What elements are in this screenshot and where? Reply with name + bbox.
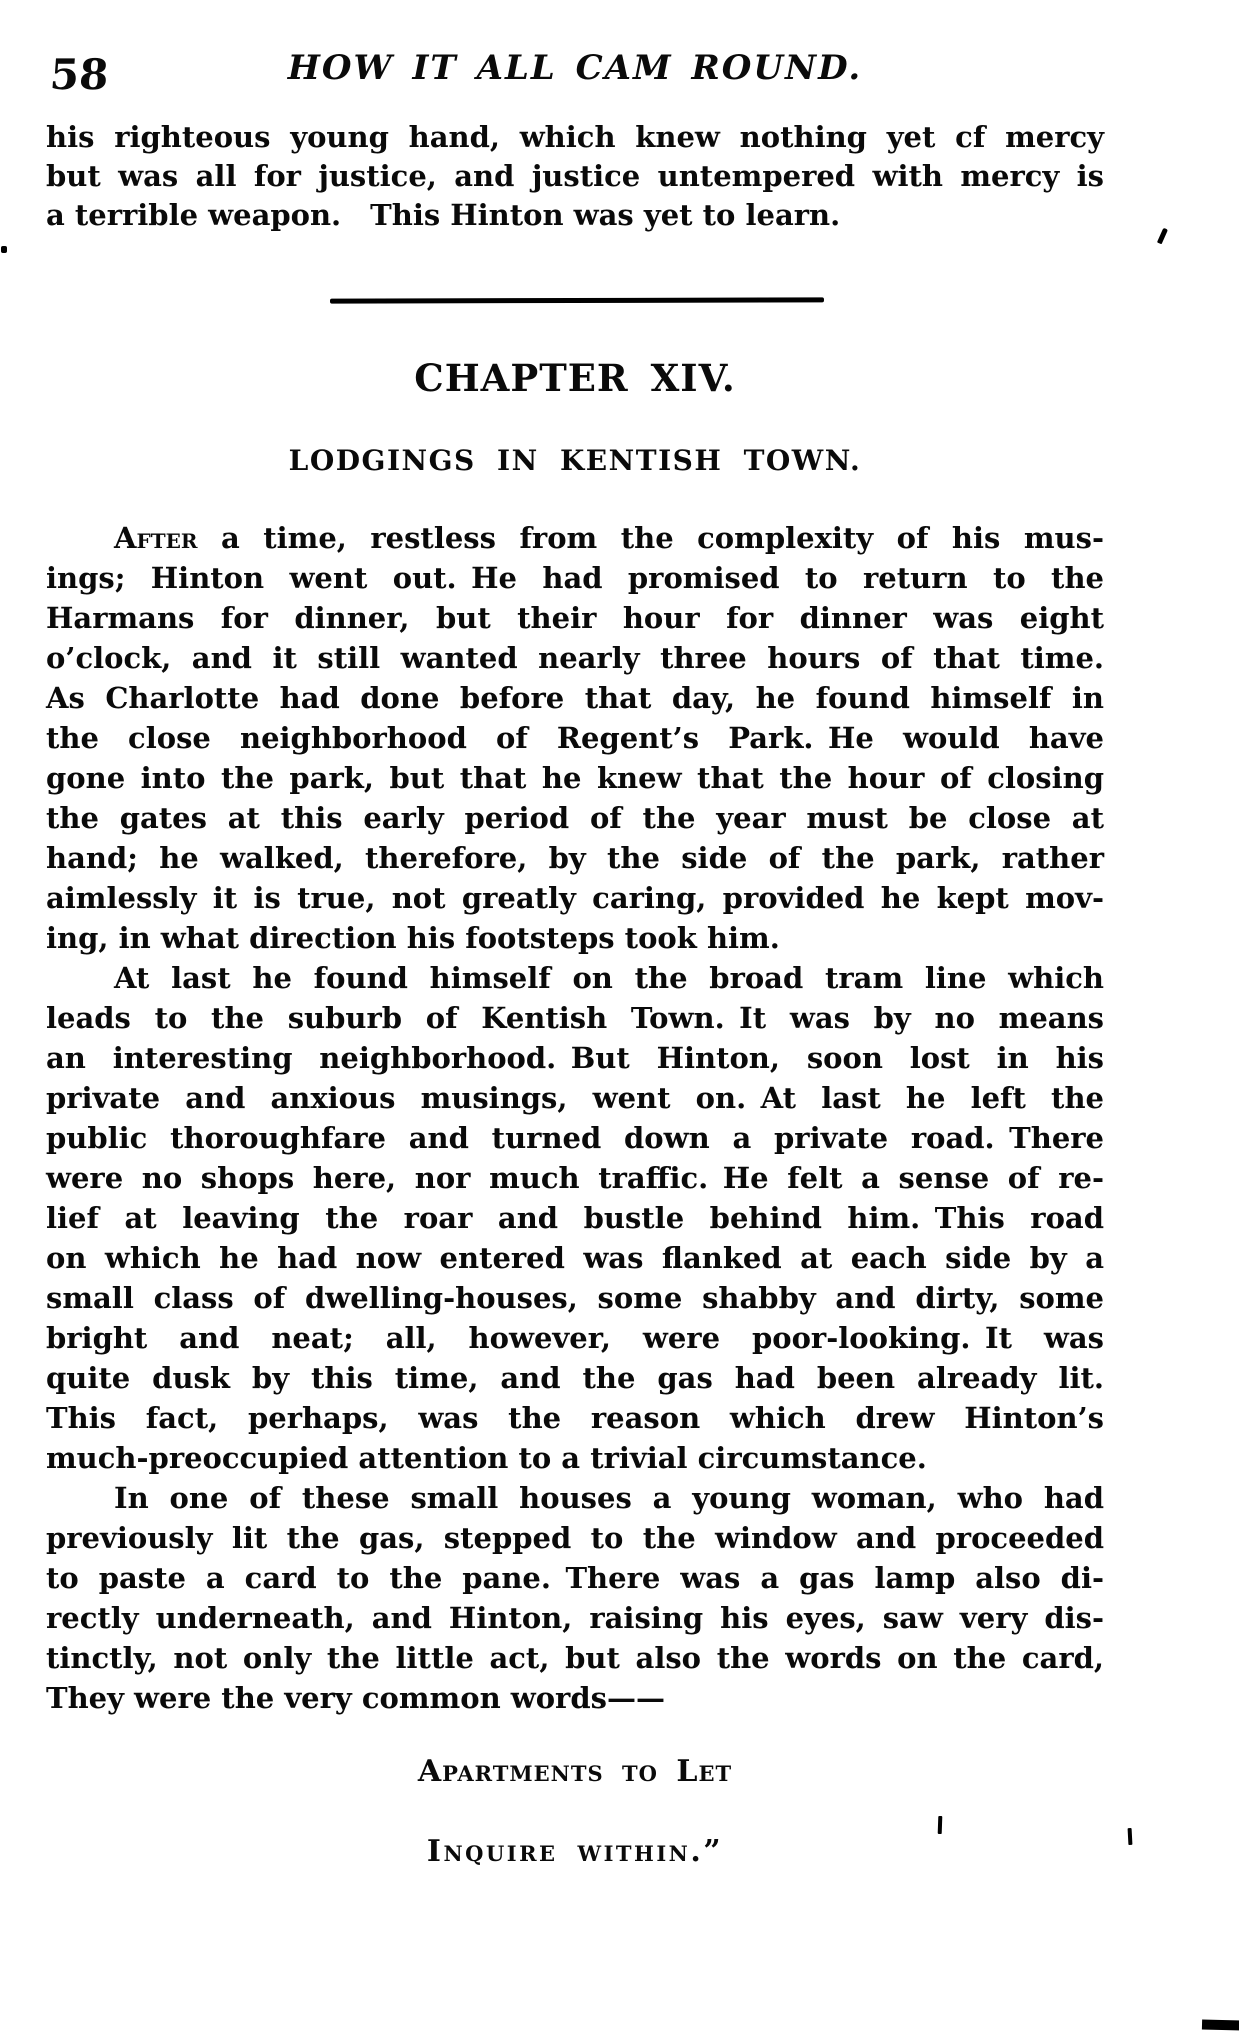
text-line: but was all for justice, and justice untempered with mercy is bbox=[46, 159, 1104, 193]
text-line: much-preoccupied attention to a trivial circumstance. bbox=[46, 1441, 927, 1475]
text-line: They were the very common words—— bbox=[46, 1681, 665, 1715]
text-line: o’clock, and it still wanted nearly three hours of that time. bbox=[46, 641, 1104, 675]
paragraph bbox=[46, 518, 1104, 958]
text-line: Harmans for dinner, but their hour for dinner was eight bbox=[46, 601, 1104, 635]
text-line: ings; Hinton went out. He had promised to return to the bbox=[46, 561, 1104, 595]
running-header: HOW IT ALL CAM ROUND. bbox=[287, 48, 863, 88]
text-line: the gates at this early period of the year must be close at bbox=[46, 801, 1104, 835]
card-notice-line-2: Inquire within.” bbox=[426, 1834, 724, 1869]
paragraph bbox=[46, 118, 1104, 235]
text-line: rectly underneath, and Hinton, raising his eyes, saw very dis- bbox=[46, 1601, 1104, 1635]
text-line: At last he found himself on the broad tram line which bbox=[114, 961, 1104, 995]
text-line: In one of these small houses a young woman, who had bbox=[114, 1481, 1104, 1515]
text-line: small class of dwelling-houses, some shabby and dirty, some bbox=[46, 1281, 1104, 1315]
text-line: his righteous young hand, which knew nothing yet cf mercy bbox=[46, 120, 1104, 154]
text-line: After a time, restless from the complexity of his mus- bbox=[114, 521, 1104, 555]
text-line: ing, in what direction his footsteps took him. bbox=[46, 921, 780, 955]
text-line: gone into the park, but that he knew that the hour of closing bbox=[46, 761, 1104, 795]
text-line: tinctly, not only the little act, but also the words on the card, bbox=[46, 1641, 1104, 1675]
card-notice-line-1: Apartments to Let bbox=[417, 1754, 733, 1789]
text-line: bright and neat; all, however, were poor-looking. It was bbox=[46, 1321, 1104, 1355]
text-line: As Charlotte had done before that day, he found himself in bbox=[46, 681, 1104, 715]
text-line: on which he had now entered was flanked at each side by a bbox=[46, 1241, 1104, 1275]
text-line: leads to the suburb of Kentish Town. It was by no means bbox=[46, 1001, 1104, 1035]
text-line: were no shops here, nor much traffic. He felt a sense of re- bbox=[46, 1161, 1104, 1195]
scan-artifact-mark bbox=[1157, 228, 1168, 245]
chapter-subtitle: LODGINGS IN KENTISH TOWN. bbox=[288, 444, 862, 477]
text-line: an interesting neighborhood. But Hinton, soon lost in his bbox=[46, 1041, 1104, 1075]
text-line: the close neighborhood of Regent’s Park. He would have bbox=[46, 721, 1104, 755]
scan-artifact-tick bbox=[938, 1816, 943, 1834]
text-line: This fact, perhaps, was the reason which drew Hinton’s bbox=[46, 1401, 1104, 1435]
scan-artifact-corner-smudge bbox=[1202, 2019, 1239, 2030]
small-caps-lead: After bbox=[114, 521, 198, 555]
section-divider-rule bbox=[330, 297, 824, 303]
scan-artifact-tick bbox=[1128, 1828, 1133, 1845]
page-number: 58 bbox=[48, 50, 111, 99]
main-text-block bbox=[46, 518, 1104, 1718]
text-line: a terrible weapon. This Hinton was yet to learn. bbox=[46, 198, 841, 232]
opening-paragraph-block bbox=[46, 118, 1104, 235]
text-line: aimlessly it is true, not greatly caring, provided he kept mov- bbox=[46, 881, 1104, 915]
paragraph bbox=[46, 1478, 1104, 1718]
text-line: lief at leaving the roar and bustle behind him. This road bbox=[46, 1201, 1104, 1235]
text-line: to paste a card to the pane. There was a gas lamp also di- bbox=[46, 1561, 1104, 1595]
text-line: public thoroughfare and turned down a private road. There bbox=[46, 1121, 1104, 1155]
text-line: previously lit the gas, stepped to the window and proceeded bbox=[46, 1521, 1104, 1555]
text-line: private and anxious musings, went on. At last he left the bbox=[46, 1081, 1104, 1115]
text-line: hand; he walked, therefore, by the side of the park, rather bbox=[46, 841, 1104, 875]
ink-speck bbox=[1, 246, 7, 253]
chapter-heading: CHAPTER XIV. bbox=[414, 356, 736, 400]
paragraph bbox=[46, 958, 1104, 1478]
text-line: quite dusk by this time, and the gas had been already lit. bbox=[46, 1361, 1104, 1395]
